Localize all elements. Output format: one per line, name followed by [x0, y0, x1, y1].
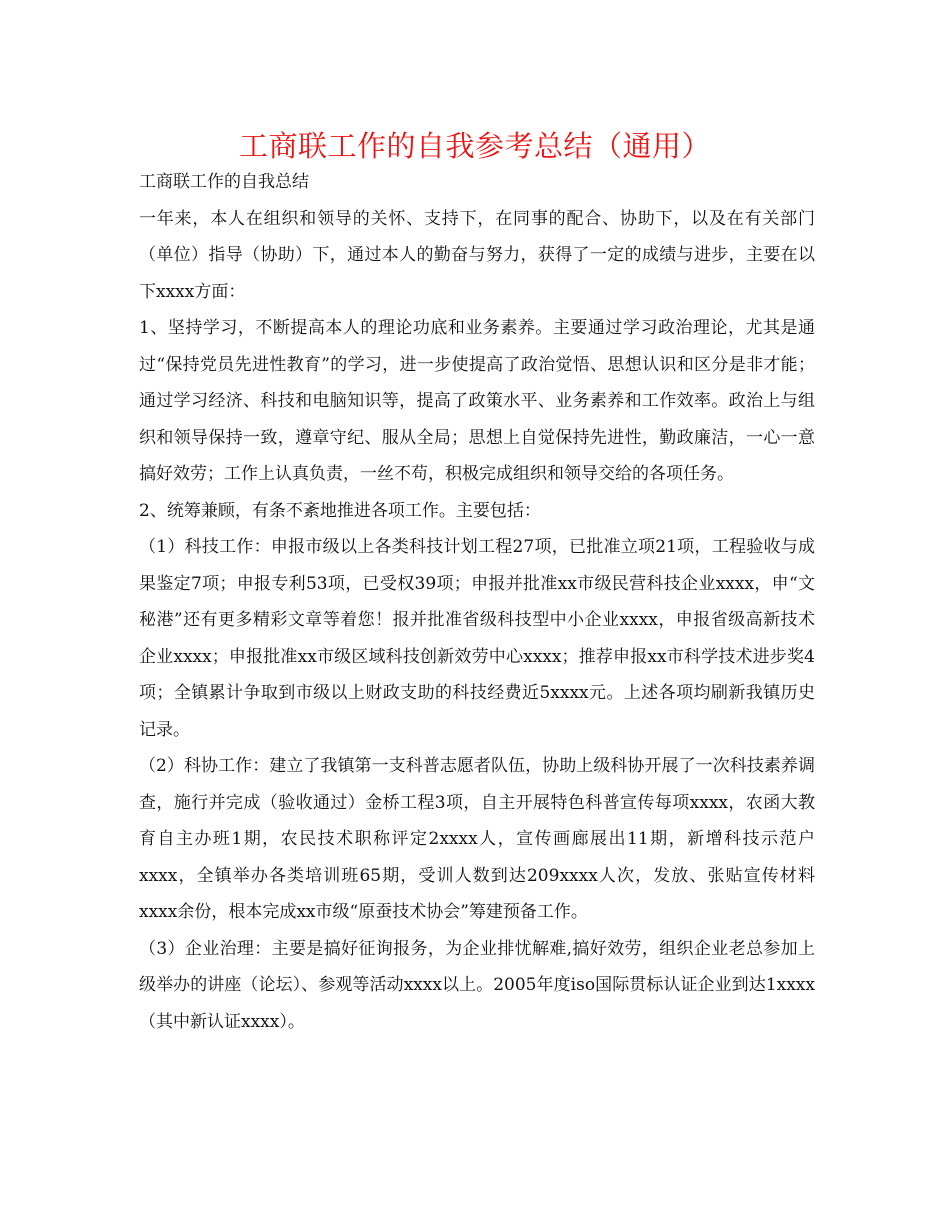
section-2-paragraph: 2、统筹兼顾，有条不紊地推进各项工作。主要包括：	[139, 500, 541, 521]
item-2-paragraph: （2）科协工作：建立了我镇第一支科普志愿者队伍，协助上级科协开展了一次科技素养调查，施行并完成（验收通过）金桥工程3项，自主开展特色科普宣传每项xxxx，农函大教育自主办班1期，农民技术职称评定2xxxx人，宣传画廊展出11期，新增科技示范户xxxx，全镇举办各类培训班65期，受训人数到达209xxxx人次，发放、张贴宣传材料xxxx余份，根本完成xx市级“原蚕技术协会”筹建预备工作。	[139, 756, 815, 922]
section-1-paragraph: 1、坚持学习，不断提高本人的理论功底和业务素养。主要通过学习政治理论，尤其是通过“保持党员先进性教育”的学习，进一步使提高了政治觉悟、思想认识和区分是非才能；通过学习经济、科技和电脑知识等，提高了政策水平、业务素养和工作效率。政治上与组织和领导保持一致，遵章守纪、服从全局；思想上自觉保持先进性，勤政廉洁，一心一意搞好效劳；工作上认真负责，一丝不苟，积极完成组织和领导交给的各项任务。	[139, 318, 815, 484]
item-3-paragraph: （3）企业治理：主要是搞好征询报务，为企业排忧解难,搞好效劳，组织企业老总参加上级举办的讲座（论坛）、参观等活动xxxx以上。2005年度iso国际贯标认证企业到达1xxxx（其中新认证xxxx）。	[139, 938, 815, 1032]
document-body	[139, 164, 815, 1040]
document-title: 工商联工作的自我参考总结（通用）	[238, 129, 711, 163]
item-1-paragraph: （1）科技工作：申报市级以上各类科技计划工程27项，已批准立项21项，工程验收与成果鉴定7项；申报专利53项，已受权39项；申报并批准xx市级民营科技企业xxxx，申“文秘港”还有更多精彩文章等着您！报并批准省级科技型中小企业xxxx，申报省级高新技术企业xxxx；申报批准xx市级区域科技创新效劳中心xxxx；推荐申报xx市科学技术进步奖4项；全镇累计争取到市级以上财政支助的科技经费近5xxxx元。上述各项均刷新我镇历史记录。	[139, 537, 815, 740]
intro-paragraph: 一年来，本人在组织和领导的关怀、支持下，在同事的配合、协助下，以及在有关部门（单位）指导（协助）下，通过本人的勤奋与努力，获得了一定的成绩与进步，主要在以下xxxx方面：	[139, 208, 815, 302]
subtitle-paragraph: 工商联工作的自我总结	[139, 172, 309, 192]
